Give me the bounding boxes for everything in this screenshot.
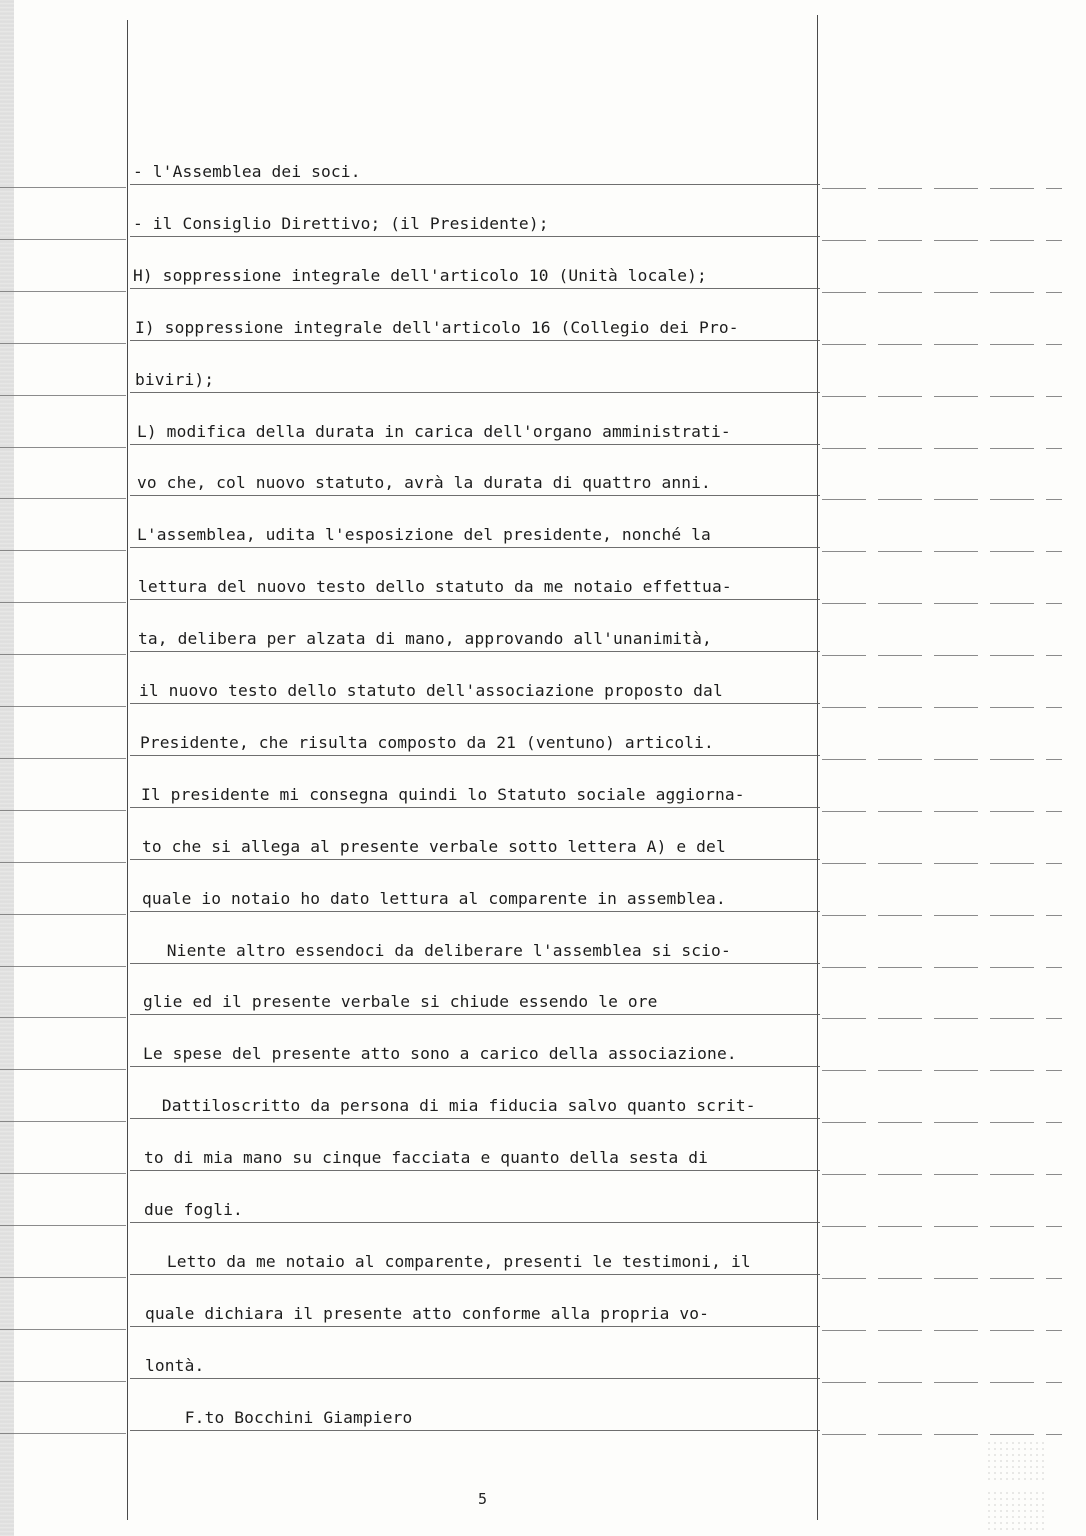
underline-rule [130,755,820,756]
text-line: Dattiloscritto da persona di mia fiducia salvo quanto scrit- [152,1096,756,1116]
underline-rule [130,184,820,185]
margin-rule-right [822,1278,1062,1279]
margin-rule-left [0,1225,126,1226]
margin-rule-right [822,448,1062,449]
underline-rule [130,963,820,964]
text-line: H) soppressione integrale dell'articolo 10 (Unità locale); [133,265,707,285]
margin-rule-left [0,758,126,759]
scan-noise [986,1490,1046,1530]
text-line: Letto da me notaio al comparente, presenti le testimoni, il [157,1251,751,1271]
text-line: - l'Assemblea dei soci. [133,162,361,181]
margin-rule-right [822,1174,1062,1175]
margin-rule-right [822,499,1062,500]
text-line: il nuovo testo dello statuto dell'associazione proposto dal [139,681,723,700]
margin-rule-left [0,1433,126,1434]
underline-rule [130,1014,820,1015]
text-line: Niente altro essendoci da deliberare l'assemblea si scio- [147,940,731,960]
underline-rule [130,288,820,289]
underline-rule [130,1378,820,1379]
underline-rule [130,651,820,652]
margin-rule-left [0,862,126,863]
text-line: Le spese del presente atto sono a carico della associazione. [143,1044,737,1064]
text-line: Il presidente mi consegna quindi lo Statuto sociale aggiorna- [141,784,745,804]
margin-rule-right [822,1018,1062,1019]
margin-rule-right [822,863,1062,864]
margin-rule-right [822,1382,1062,1383]
margin-rule-left [0,343,126,344]
margin-rule-right [822,707,1062,708]
margin-rule-left [0,1381,126,1382]
margin-rule-left [0,966,126,967]
underline-rule [130,340,820,341]
page-number: 5 [478,1490,488,1508]
text-line: to che si allega al presente verbale sotto lettera A) e del [142,836,726,856]
margin-rule-left [0,291,126,292]
underline-rule [130,1430,820,1431]
margin-rule-right [822,344,1062,345]
margin-rule-right [822,967,1062,968]
margin-rule-right [822,603,1062,604]
text-line: L) modifica della durata in carica dell'organo amministrati- [137,421,731,441]
margin-rule-left [0,498,126,499]
margin-rule-left [0,1329,126,1330]
text-line: quale dichiara il presente atto conforme alla propria vo- [145,1303,710,1323]
margin-rule-right [822,915,1062,916]
text-line: quale io notaio ho dato lettura al comparente in assemblea. [142,888,726,908]
margin-rule-left [0,706,126,707]
margin-rule-right [822,1226,1062,1227]
margin-rule-right [822,1122,1062,1123]
underline-rule [130,392,820,393]
text-line: - il Consiglio Direttivo; (il Presidente); [133,213,549,233]
underline-rule [130,1170,820,1171]
underline-rule [130,1066,820,1067]
right-margin-line [817,15,818,1520]
margin-rule-right [822,655,1062,656]
text-line: ta, delibera per alzata di mano, approvando all'unanimità, [138,629,712,649]
margin-rule-left [0,1277,126,1278]
margin-rule-right [822,811,1062,812]
margin-rule-right [822,551,1062,552]
underline-rule [130,1118,820,1119]
margin-rule-right [822,292,1062,293]
margin-rule-right [822,1434,1062,1435]
margin-rule-right [822,1070,1062,1071]
margin-rule-right [822,759,1062,760]
text-line: lettura del nuovo testo dello statuto da me notaio effettua- [138,577,732,597]
margin-rule-right [822,188,1062,189]
margin-rule-left [0,1069,126,1070]
underline-rule [130,1222,820,1223]
underline-rule [130,1274,820,1275]
margin-rule-left [0,395,126,396]
margin-rule-right [822,396,1062,397]
margin-rule-left [0,239,126,240]
text-line: L'assemblea, udita l'esposizione del presidente, nonché la [137,525,711,545]
margin-rule-left [0,447,126,448]
text-line: glie ed il presente verbale si chiude essendo le ore [143,992,658,1012]
text-line: F.to Bocchini Giampiero [165,1407,413,1427]
underline-rule [130,1326,820,1327]
margin-rule-left [0,550,126,551]
margin-rule-left [0,1121,126,1122]
text-line: I) soppressione integrale dell'articolo 16 (Collegio dei Pro- [135,317,739,337]
text-line: vo che, col nuovo statuto, avrà la durata di quattro anni. [137,473,711,493]
underline-rule [130,547,820,548]
underline-rule [130,444,820,445]
underline-rule [130,495,820,496]
margin-rule-left [0,810,126,811]
text-line: to di mia mano su cinque facciata e quanto della sesta di [144,1148,709,1168]
underline-rule [130,236,820,237]
text-line: Presidente, che risulta composto da 21 (ventuno) articoli. [140,732,714,752]
margin-rule-right [822,240,1062,241]
underline-rule [130,599,820,600]
underline-rule [130,807,820,808]
margin-rule-left [0,1017,126,1018]
margin-rule-left [0,187,126,188]
underline-rule [130,703,820,704]
margin-rule-left [0,1173,126,1174]
underline-rule [130,859,820,860]
text-line: lontà. [145,1355,205,1375]
margin-rule-left [0,914,126,915]
scan-noise [986,1440,1046,1480]
margin-rule-left [0,654,126,655]
left-margin-line [127,20,128,1520]
underline-rule [130,911,820,912]
scan-edge-shadow [0,0,14,1536]
text-line: biviri); [135,369,215,389]
text-line: due fogli. [144,1200,243,1219]
margin-rule-right [822,1330,1062,1331]
margin-rule-left [0,602,126,603]
